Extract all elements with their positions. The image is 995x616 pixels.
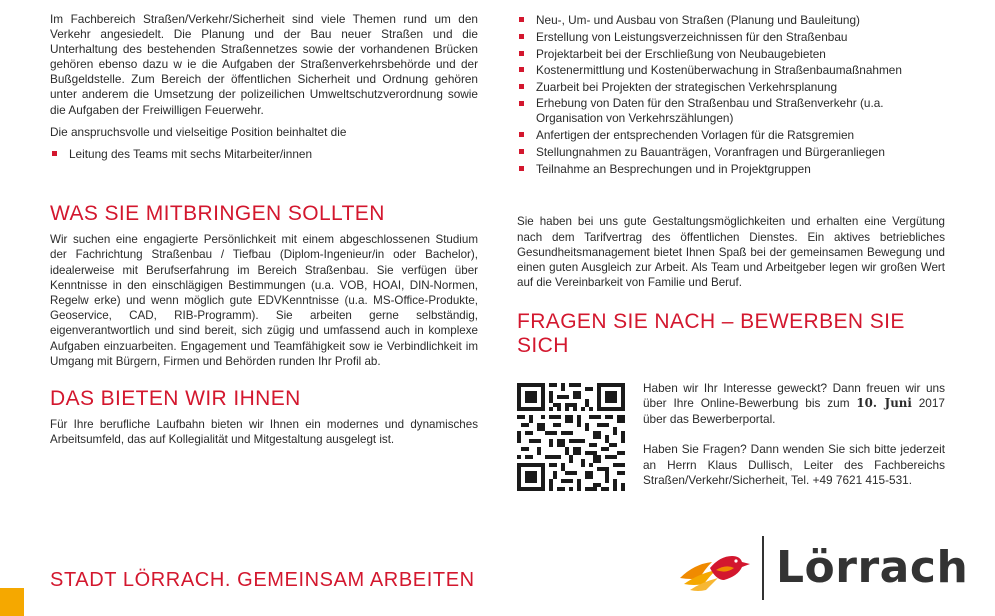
application-deadline: 10. Juni: [856, 396, 912, 411]
apply-info: [643, 381, 945, 488]
list-item: Projektarbeit bei der Erschließung von Neubaugebieten: [517, 46, 945, 63]
bullet-icon: [519, 101, 524, 106]
bullet-icon: [519, 67, 524, 72]
left-column: [50, 12, 478, 447]
requirements-heading: WAS SIE MITBRINGEN SOLLTEN: [50, 202, 385, 226]
offer-heading: DAS BIETEN WIR IHNEN: [50, 387, 301, 411]
bullet-icon: [519, 17, 524, 22]
requirements-paragraph: Wir suchen eine engagierte Persönlichkeit mit einem abgeschlossenen Studium der Fachrichtung Straßenbau / Tiefbau (Diplom-Ingenieur/in oder Bachelor), idealerweise mit Berufserfahrung im Bereich Straßenbau. Sie verfügen über Kenntnisse in den einschlägigen Bestimmungen (u.a. VOB, HOAI, DIN-Normen, Regelw erke) und wenn möglich gute EDVKenntnisse (u.a. MS-Office-Produkte, Geoservice, CAD, RIB-Programm). Sie arbeiten gerne selbständig, eigenverantwortlich und sind bereit, sich zügig und umfassend auch in komplexe Aufgaben einzuarbeiten. Engagement und Teamfähigkeit sow ie Verbindlichkeit im Umgang mit Bürgern, Firmen und Behörden runden Ihr Profil ab.: [50, 233, 478, 368]
bullet-icon: [519, 166, 524, 171]
contact-paragraph: Haben Sie Fragen? Dann wenden Sie sich bitte jederzeit an Herrn Klaus Dullisch, Leiter des Fachbereichs Straßen/Verkehr/Sicherheit, Tel. +49 7621 415-531.: [643, 442, 945, 488]
bullet-icon: [52, 151, 57, 156]
list-item: Leitung des Teams mit sechs Mitarbeiter/innen: [50, 146, 478, 163]
bullet-icon: [519, 84, 524, 89]
left-task-list: [50, 146, 478, 163]
apply-paragraph: Haben wir Ihr Interesse geweckt? Dann freuen wir uns über Ihre Online-Bewerbung bis zum 10. Juni 2017 über das Bewerberportal.: [643, 381, 945, 426]
logo-divider: [762, 536, 764, 600]
list-item: Stellungnahmen zu Bauanträgen, Voranfragen und Bürgeranliegen: [517, 144, 945, 161]
list-item: Zuarbeit bei Projekten der strategischen Verkehrsplanung: [517, 79, 945, 96]
bullet-icon: [519, 51, 524, 56]
bullet-icon: [519, 34, 524, 39]
apply-heading: FRAGEN SIE NACH – BEWERBEN SIE SICH: [517, 310, 905, 358]
list-item: Teilnahme an Besprechungen und in Projektgruppen: [517, 161, 945, 178]
list-item: Erhebung von Daten für den Straßenbau und Straßenverkehr (u.a. Organisation von Verkehrszählungen): [517, 96, 945, 127]
list-item: Neu-, Um- und Ausbau von Straßen (Planung und Bauleitung): [517, 12, 945, 29]
logo-wordmark: Lörrach: [776, 542, 969, 593]
offer-paragraph: Für Ihre berufliche Laufbahn bieten wir Ihnen ein modernes und dynamisches Arbeitsumfeld, das auf Kollegialität und Mitgestaltung ausgelegt ist.: [50, 418, 478, 447]
right-task-list: [517, 12, 945, 177]
qr-code-icon[interactable]: [517, 383, 625, 491]
right-column: [517, 12, 945, 358]
list-item: Anfertigen der entsprechenden Vorlagen für die Ratsgremien: [517, 127, 945, 144]
corner-accent: [0, 588, 24, 616]
city-logo[interactable]: [676, 534, 969, 604]
list-item: Erstellung von Leistungsverzeichnissen für den Straßenbau: [517, 29, 945, 46]
footer-claim: STADT LÖRRACH. GEMEINSAM ARBEITEN: [50, 569, 475, 591]
benefits-paragraph: Sie haben bei uns gute Gestaltungsmöglichkeiten und erhalten eine Vergütung nach dem Tarifvertrag des öffentlichen Dienstes. Ein aktives betriebliches Gesundheitsmanagement bietet Ihnen Spaß bei der gemeinsamen Bewegung und einen guten Ausgleich zur Arbeit. Als Team und Arbeitgeber legen wir großen Wert auf die Vereinbarkeit von Familie und Beruf.: [517, 215, 945, 290]
bird-logo-icon: [676, 534, 756, 604]
intro-paragraph: Im Fachbereich Straßen/Verkehr/Sicherheit sind viele Themen rund um den Verkehr angesiedelt. Die Planung und der Bau neuer Straßen und die Unterhaltung des bestehenden Straßennetzes sowie der vorhandenen Brücken gehören ebenso dazu w ie die Aufgaben der Straßenverkehrsbehörde und der Bußgeldstelle. Zum Bereich der öffentlichen Sicherheit und Ordnung gehören unter anderem die Umsetzung der polizeilichen Umweltschutzverordnung sowie die Aufgaben der Freiwilligen Feuerwehr.: [50, 12, 478, 117]
bullet-icon: [519, 132, 524, 137]
list-item: Kostenermittlung und Kostenüberwachung in Straßenbaumaßnahmen: [517, 62, 945, 79]
position-intro: Die anspruchsvolle und vielseitige Position beinhaltet die: [50, 124, 347, 139]
bullet-icon: [519, 149, 524, 154]
